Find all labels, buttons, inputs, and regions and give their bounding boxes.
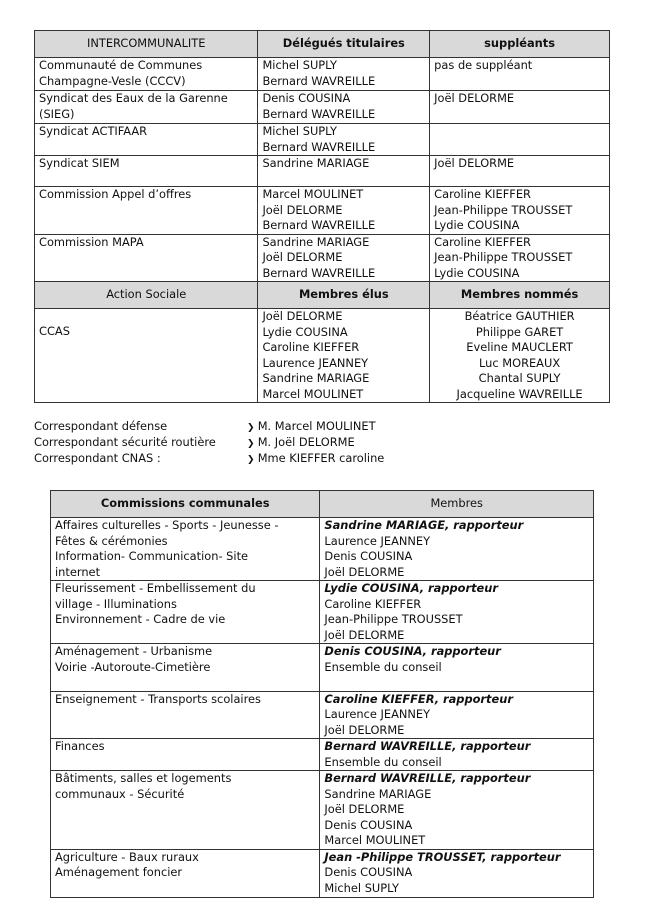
- table-row: [51, 518, 594, 581]
- membre: Marcel MOULINET: [324, 833, 426, 847]
- membre-elu: Sandrine MARIAGE: [262, 371, 370, 385]
- table-row: [35, 187, 610, 235]
- rapporteur: Denis COUSINA, rapporteur: [324, 644, 501, 658]
- cell-suppleants: [430, 91, 610, 124]
- delegue-suppleant: Jean-Philippe TROUSSET: [434, 250, 573, 264]
- cell-titulaires: [258, 234, 430, 282]
- membre-nomme: Chantal SUPLY: [478, 371, 561, 385]
- delegue-titulaire: Michel SUPLY: [262, 58, 337, 72]
- cell-commission: [51, 518, 320, 581]
- commission-name: Enseignement - Transports scolaires: [55, 691, 261, 706]
- delegue-titulaire: Michel SUPLY: [262, 124, 337, 138]
- organisme-name: Syndicat SIEM: [39, 156, 120, 170]
- cell-organisme: [35, 91, 258, 124]
- delegue-titulaire: Marcel MOULINET: [262, 187, 364, 201]
- delegue-titulaire: Joël DELORME: [262, 250, 343, 264]
- cell-commission: [51, 771, 320, 850]
- cell-suppleants: [430, 187, 610, 235]
- table-row: [35, 91, 610, 124]
- membre: Joël DELORME: [324, 722, 405, 737]
- header-membres-elus: Membres élus: [258, 282, 430, 309]
- commission-name: Information- Communication- Site: [55, 549, 249, 563]
- table-row: [51, 771, 594, 850]
- cell-membres-elus: [258, 309, 430, 403]
- membre-nomme: Béatrice GAUTHIER: [464, 309, 575, 323]
- chevron-right-icon: ❯: [247, 455, 258, 465]
- cell-membres: [320, 691, 594, 739]
- membre: Ensemble du conseil: [324, 659, 442, 674]
- cell-membres: [320, 849, 594, 897]
- commission-name: Bâtiments, salles et logements: [55, 771, 232, 785]
- cell-organisme: [35, 234, 258, 282]
- cell-titulaires: [258, 124, 430, 156]
- membre: Joël DELORME: [324, 564, 405, 579]
- rapporteur: Bernard WAVREILLE, rapporteur: [324, 771, 531, 785]
- ccas-name: CCAS: [39, 324, 70, 338]
- commission-name: Finances: [55, 739, 105, 753]
- cell-membres-nommes: [430, 309, 610, 403]
- delegue-suppleant: Lydie COUSINA: [434, 218, 520, 232]
- membre: Denis COUSINA: [324, 817, 413, 832]
- commission-name: Affaires culturelles - Sports - Jeunesse -: [55, 518, 279, 532]
- delegue-suppleant: Joël DELORME: [434, 91, 515, 105]
- delegue-suppleant: Caroline KIEFFER: [434, 187, 531, 201]
- table-header-row: [51, 491, 594, 518]
- table-row: [51, 581, 594, 644]
- commissions-communales-table: [50, 490, 594, 898]
- rapporteur: Jean -Philippe TROUSSET, rapporteur: [324, 849, 561, 864]
- organisme-name: Commission MAPA: [39, 234, 144, 249]
- header-membres: Membres: [320, 491, 594, 518]
- cell-organisme: [35, 187, 258, 235]
- commission-name: Environnement - Cadre de vie: [55, 612, 226, 626]
- cell-commission: [51, 739, 320, 771]
- table-row: [35, 156, 610, 187]
- delegue-titulaire: Joël DELORME: [262, 202, 343, 217]
- table-header-row: [35, 31, 610, 58]
- delegue-suppleant: Jean-Philippe TROUSSET: [434, 202, 573, 217]
- rapporteur: Lydie COUSINA, rapporteur: [324, 581, 498, 595]
- cell-organisme: [35, 124, 258, 156]
- cell-commission: [51, 849, 320, 897]
- delegue-suppleant: pas de suppléant: [434, 58, 533, 72]
- membre: Sandrine MARIAGE: [324, 786, 432, 801]
- membre-elu: Marcel MOULINET: [262, 386, 364, 401]
- ccas-row: [35, 309, 610, 403]
- membre: Jean-Philippe TROUSSET: [324, 612, 463, 626]
- commission-name: internet: [55, 564, 101, 579]
- header-intercommunalite: INTERCOMMUNALITE: [35, 31, 258, 58]
- cell-membres: [320, 644, 594, 692]
- correspondant-name: Mme KIEFFER caroline: [257, 451, 385, 465]
- correspondant-label: Correspondant CNAS :: [34, 451, 161, 465]
- table-row: [51, 739, 594, 771]
- membre: Caroline KIEFFER: [324, 596, 422, 611]
- cell-commission: [51, 644, 320, 692]
- delegue-titulaire: Sandrine MARIAGE: [262, 234, 370, 249]
- correspondant-label: Correspondant sécurité routière: [34, 435, 216, 449]
- header-membres-nommes: Membres nommés: [430, 282, 610, 309]
- membre: Laurence JEANNEY: [324, 707, 431, 721]
- membre-elu: Caroline KIEFFER: [262, 340, 360, 354]
- cell-titulaires: [258, 58, 430, 91]
- delegue-titulaire: Bernard WAVREILLE: [262, 265, 376, 280]
- delegue-suppleant: Lydie COUSINA: [434, 265, 520, 280]
- membre: Denis COUSINA: [324, 549, 413, 563]
- cell-titulaires: [258, 156, 430, 187]
- membre: Denis COUSINA: [324, 865, 413, 879]
- chevron-right-icon: ❯: [247, 423, 258, 433]
- delegue-titulaire: Bernard WAVREILLE: [262, 106, 376, 121]
- correspondant-value: [247, 450, 384, 468]
- delegue-titulaire: Bernard WAVREILLE: [262, 73, 376, 88]
- cell-suppleants: [430, 58, 610, 91]
- cell-membres: [320, 581, 594, 644]
- cell-membres: [320, 771, 594, 850]
- header-action-sociale: Action Sociale: [35, 282, 258, 309]
- table-row: [51, 691, 594, 739]
- cell-suppleants: [430, 156, 610, 187]
- commission-name: Voirie -Autoroute-Cimetière: [55, 659, 211, 674]
- table-row: [51, 849, 594, 897]
- organisme-name: Champagne-Vesle (CCCV): [39, 73, 186, 88]
- membre: Laurence JEANNEY: [324, 533, 431, 548]
- rapporteur: Sandrine MARIAGE, rapporteur: [324, 518, 524, 532]
- table-row: [35, 124, 610, 156]
- delegue-titulaire: Denis COUSINA: [262, 91, 351, 105]
- cell-titulaires: [258, 91, 430, 124]
- rapporteur: Caroline KIEFFER, rapporteur: [324, 691, 513, 706]
- cell-organisme: [35, 156, 258, 187]
- cell-suppleants: [430, 124, 610, 156]
- organisme-name: Commission Appel d’offres: [39, 187, 192, 201]
- header-commissions-communales: Commissions communales: [51, 491, 320, 518]
- cell-suppleants: [430, 234, 610, 282]
- delegue-suppleant: Caroline KIEFFER: [434, 234, 531, 249]
- membre-nomme: Eveline MAUCLERT: [466, 340, 573, 354]
- commission-name: Aménagement foncier: [55, 865, 183, 879]
- membre: Ensemble du conseil: [324, 754, 442, 769]
- header-suppleants: suppléants: [430, 31, 610, 58]
- cell-titulaires: [258, 187, 430, 235]
- organisme-name: (SIEG): [39, 106, 75, 121]
- table-row: [35, 58, 610, 91]
- correspondant-label: Correspondant défense: [34, 419, 168, 433]
- membre-elu: Joël DELORME: [262, 309, 343, 323]
- commission-name: Fêtes & cérémonies: [55, 533, 168, 548]
- organisme-name: Syndicat des Eaux de la Garenne: [39, 91, 228, 105]
- membre-nomme: Jacqueline WAVREILLE: [456, 386, 583, 401]
- cell-commission: [51, 581, 320, 644]
- chevron-right-icon: ❯: [247, 439, 258, 449]
- commission-name: village - Illuminations: [55, 596, 177, 611]
- commission-name: Aménagement - Urbanisme: [55, 644, 213, 658]
- intercommunalite-table: [34, 30, 610, 403]
- delegue-titulaire: Bernard WAVREILLE: [262, 218, 376, 232]
- delegue-titulaire: Sandrine MARIAGE: [262, 156, 370, 170]
- membre-nomme: Luc MOREAUX: [479, 355, 561, 370]
- correspondant-name: M. Marcel MOULINET: [257, 419, 376, 433]
- table-row: [51, 644, 594, 692]
- membre: Michel SUPLY: [324, 880, 399, 895]
- membre: Joël DELORME: [324, 802, 405, 816]
- delegue-titulaire: Bernard WAVREILLE: [262, 139, 376, 154]
- membre: [324, 675, 589, 691]
- commission-name: Agriculture - Baux ruraux: [55, 849, 199, 864]
- commission-name: Fleurissement - Embellissement du: [55, 581, 256, 595]
- table-row: [35, 234, 610, 282]
- membre-elu: Lydie COUSINA: [262, 324, 348, 339]
- correspondant-name: M. Joël DELORME: [257, 435, 355, 449]
- cell-membres: [320, 739, 594, 771]
- membre-elu: Laurence JEANNEY: [262, 355, 369, 370]
- cell-organisme: [35, 58, 258, 91]
- delegue-suppleant: Joël DELORME: [434, 156, 515, 170]
- header-delegues-titulaires: Délégués titulaires: [258, 31, 430, 58]
- cell-ccas-name: [35, 309, 258, 403]
- cell-commission: [51, 691, 320, 739]
- rapporteur: Bernard WAVREILLE, rapporteur: [324, 739, 531, 753]
- membre: Joël DELORME: [324, 627, 405, 642]
- commission-name: communaux - Sécurité: [55, 786, 185, 801]
- organisme-name: Communauté de Communes: [39, 58, 203, 72]
- organisme-name: Syndicat ACTIFAAR: [39, 124, 148, 138]
- action-sociale-header-row: [35, 282, 610, 309]
- cell-membres: [320, 518, 594, 581]
- membre-nomme: Philippe GARET: [475, 324, 564, 339]
